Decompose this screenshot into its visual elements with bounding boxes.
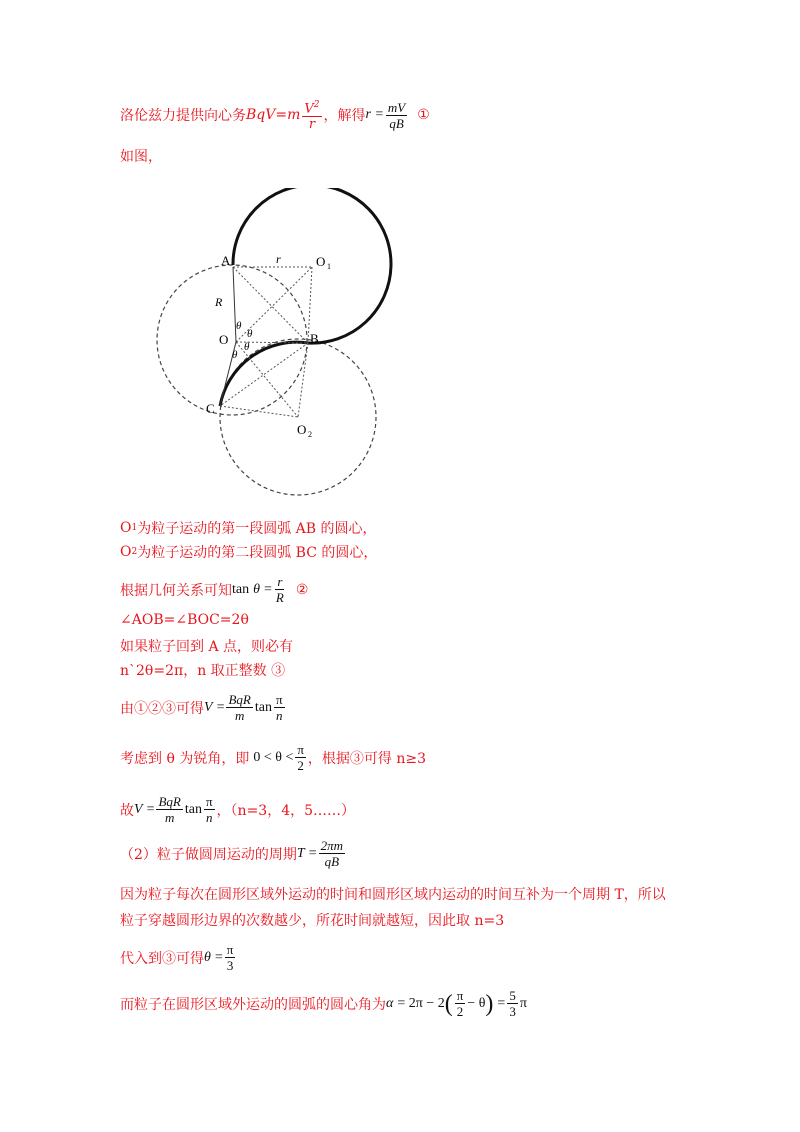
- equals-sign: =: [146, 801, 155, 817]
- pi-numerator: π: [205, 794, 213, 809]
- n-values-text: ，（n=3，4，5……）: [216, 802, 356, 819]
- o1-symbol: O: [120, 520, 132, 536]
- derive-text: 由①②③可得: [120, 700, 204, 717]
- label-r: r: [276, 252, 281, 266]
- mv-numerator: mV: [387, 99, 406, 115]
- velocity-result-formula: [134, 794, 217, 825]
- theta-symbol: θ: [253, 581, 260, 597]
- m-denominator: m: [164, 810, 175, 825]
- theta-symbol: θ: [204, 949, 211, 965]
- n-denominator: n: [276, 708, 283, 723]
- bqr-numerator: BqR: [158, 794, 181, 809]
- o2-subscript: 2: [131, 547, 138, 557]
- label-R: R: [215, 295, 223, 309]
- R-denominator: R: [275, 590, 284, 605]
- pi-symbol: π: [519, 995, 527, 1011]
- theta-formula: [204, 942, 237, 973]
- equals-sign: =: [497, 995, 506, 1011]
- r-equals: r =: [365, 107, 384, 123]
- center-o1-text: 为粒子运动的第一段圆弧 AB 的圆心，: [137, 521, 377, 537]
- solve-text: ，解得: [323, 108, 366, 125]
- label-b: B: [310, 331, 319, 346]
- line-as-shown: [120, 146, 162, 166]
- square-exponent: 2: [313, 100, 320, 110]
- line-fewer-crossings: [120, 910, 504, 930]
- fraction-mv-over-qb: [386, 100, 407, 131]
- alpha-formula: α = 2π − 2 ( $\frac{\pi}{2}$ − θ ) = $\frac{5}{3}$ π: [386, 988, 527, 1019]
- o2-symbol: O: [120, 544, 132, 560]
- bqr-numerator: BqR: [228, 692, 251, 707]
- label-o2-sub: 2: [308, 430, 312, 439]
- central-angle-text: 而粒子在圆形区域外运动的圆弧的圆心角为: [120, 996, 386, 1013]
- three-denominator: 3: [226, 958, 234, 973]
- label-o1: O: [316, 254, 326, 269]
- r-denominator: r: [308, 117, 316, 133]
- label-a: A: [221, 253, 231, 268]
- r-numerator: r: [277, 574, 283, 589]
- as-shown-text: 如图，: [120, 149, 162, 165]
- alpha-symbol: α: [386, 995, 394, 1011]
- fewer-crossings-text: 粒子穿越圆形边界的次数越少，所花时间就越短，因此取 n=3: [120, 913, 505, 929]
- equation-marker-2: ②: [295, 581, 309, 598]
- bqv-text: BqV: [246, 107, 276, 124]
- alpha-expression: = 2π − 2: [397, 995, 445, 1011]
- line-b-o2: [298, 343, 308, 417]
- line-theta-value: [120, 942, 237, 973]
- line-period: [120, 838, 347, 869]
- pi-numerator: π: [297, 742, 304, 757]
- n-denominator: n: [206, 810, 213, 825]
- tan-formula: [232, 574, 288, 605]
- two-denominator: 2: [297, 758, 304, 773]
- acute-conclusion-text: ，根据③可得 n≥3: [307, 750, 427, 767]
- label-o: O: [219, 332, 229, 347]
- equals-sign: =: [214, 949, 223, 965]
- equals-sign: =: [216, 699, 225, 715]
- label-theta-1: θ: [236, 320, 242, 332]
- line-center-o1: [120, 518, 377, 538]
- angle-relation-text: ∠AOB=∠BOC=2θ: [120, 612, 249, 628]
- fraction-pi-over-n: [204, 794, 215, 825]
- arc-ab: [233, 188, 391, 343]
- t-symbol: T: [296, 845, 305, 861]
- pi-numerator: π: [456, 988, 464, 1003]
- angle-range: 0 < θ <: [253, 749, 294, 765]
- radius-formula: [366, 100, 410, 131]
- period-text: （2）粒子做圆周运动的周期: [120, 846, 297, 863]
- therefore-text: 故: [120, 802, 134, 819]
- line-integer-condition: [120, 660, 285, 680]
- line-a-b: [233, 267, 308, 343]
- label-theta-4: θ: [232, 349, 238, 361]
- fraction-pi-over-2: [455, 988, 466, 1019]
- lorentz-text: 洛伦兹力提供向心务: [120, 108, 246, 125]
- fraction-5-over-3: [507, 988, 518, 1019]
- qb-denominator: qB: [389, 115, 404, 131]
- two-denominator: 2: [456, 1004, 464, 1019]
- center-o2-text: 为粒子运动的第二段圆弧 BC 的圆心，: [137, 545, 378, 561]
- line-acute-angle: [120, 742, 426, 773]
- fraction-pi-over-3: [225, 942, 236, 973]
- integer-condition-text: n`2θ=2π，n 取正整数 ③: [120, 663, 286, 679]
- geometry-text: 根据几何关系可知: [120, 582, 232, 599]
- pi-numerator: π: [226, 942, 234, 957]
- complementary-text: 因为粒子每次在圆形区域外运动的时间和圆形区域内运动的时间互补为一个周期 T，所以: [120, 887, 666, 903]
- equals-sign: =: [308, 845, 317, 861]
- tan-label: tan: [184, 801, 202, 817]
- fraction-bqr-over-m: [156, 794, 182, 825]
- line-complementary-time: [120, 884, 666, 904]
- v-numerator: V: [304, 101, 314, 117]
- line-velocity-result: [120, 794, 355, 825]
- label-theta-3: θ: [244, 341, 250, 353]
- line-center-o2: [120, 542, 377, 562]
- angle-range-formula: [253, 742, 308, 773]
- line-lorentz-force: [120, 98, 430, 132]
- velocity-formula: [204, 692, 287, 723]
- period-formula: [297, 838, 347, 869]
- tan-label: tan: [232, 581, 250, 597]
- fraction-pi-over-2: [295, 742, 306, 773]
- fraction-r-over-R: [274, 574, 286, 605]
- m-denominator: m: [234, 708, 245, 723]
- acute-text: 考虑到 θ 为锐角，即: [120, 750, 250, 767]
- v-symbol: V: [204, 699, 213, 715]
- label-c: C: [206, 401, 215, 416]
- label-o2: O: [297, 422, 307, 437]
- label-theta-2: θ: [247, 328, 253, 340]
- line-velocity-derivation: [120, 692, 287, 723]
- five-numerator: 5: [509, 988, 516, 1003]
- equals-sign: =: [264, 581, 272, 597]
- o1-subscript: 1: [131, 523, 138, 533]
- fraction-2pim-over-qb: [319, 838, 345, 869]
- tan-label: tan: [254, 699, 272, 715]
- fraction-v2-over-r: [302, 98, 321, 132]
- line-central-angle: [120, 988, 527, 1019]
- return-condition-text: 如果粒子回到 A 点，则必有: [120, 639, 294, 655]
- three-denominator: 3: [509, 1004, 516, 1019]
- qb-denominator: qB: [324, 854, 340, 869]
- v-symbol: V: [134, 801, 143, 817]
- fraction-pi-over-n: [274, 692, 285, 723]
- line-angle-relation: [120, 612, 249, 628]
- fraction-bqr-over-m: [226, 692, 252, 723]
- equation-marker-1: ①: [417, 107, 430, 124]
- substitute-text: 代入到③可得: [120, 950, 204, 967]
- minus-theta: − θ: [467, 995, 486, 1011]
- label-o1-sub: 1: [327, 262, 331, 271]
- line-c-o2: [220, 406, 298, 417]
- line-return-condition: [120, 636, 293, 656]
- line-geometry-relation: [120, 574, 308, 605]
- eq-m-text: =m: [275, 107, 301, 124]
- geometry-figure: [150, 188, 410, 498]
- pi-numerator: π: [275, 692, 283, 707]
- 2pim-numerator: 2πm: [320, 838, 344, 853]
